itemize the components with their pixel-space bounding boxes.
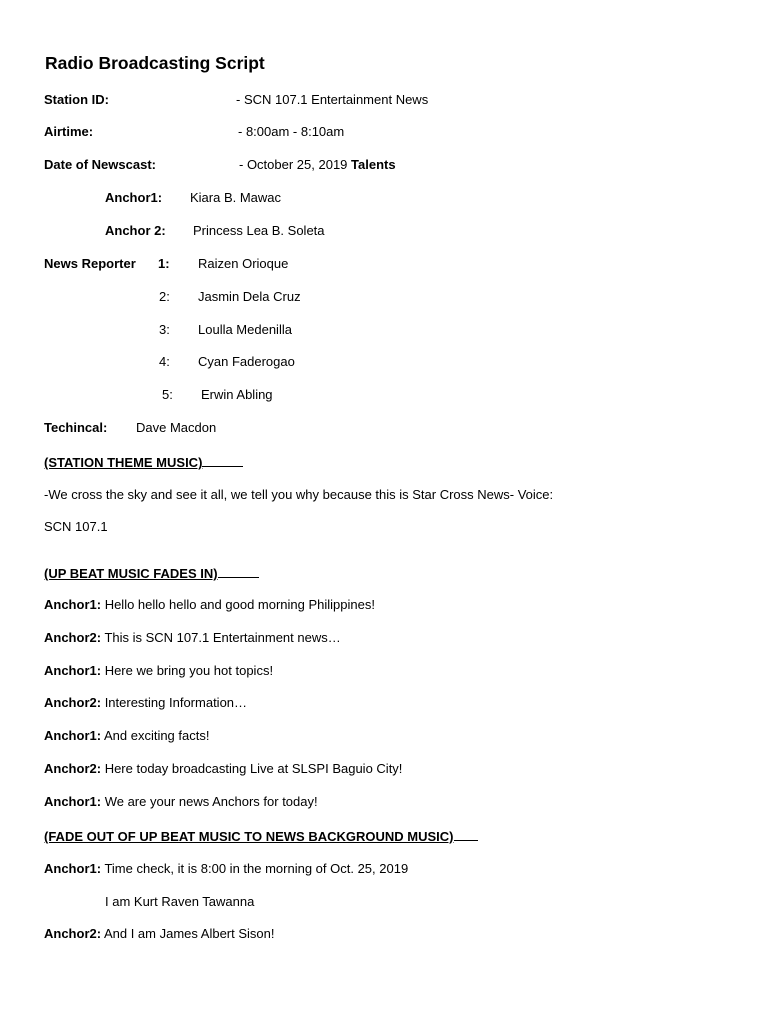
speaker-label: Anchor2: <box>44 761 102 776</box>
reporter-number: 5: <box>162 387 173 402</box>
anchor2-name: Princess Lea B. Soleta <box>193 223 325 238</box>
spoken-text: I am Kurt Raven Tawanna <box>105 894 255 909</box>
spoken-text: Here today broadcasting Live at SLSPI Baguio City! <box>104 761 403 776</box>
spoken-text: We are your news Anchors for today! <box>104 794 318 809</box>
anchor1-label: Anchor1: <box>105 190 163 205</box>
script-line <box>44 630 341 646</box>
script-line <box>44 926 275 942</box>
talents-label: Talents <box>351 157 396 172</box>
underline-filler <box>202 454 243 467</box>
script-line <box>44 761 402 777</box>
script-line <box>44 794 318 810</box>
spoken-text: This is SCN 107.1 Entertainment news… <box>104 630 341 645</box>
speaker-label: Anchor1: <box>44 663 102 678</box>
script-line <box>44 861 408 877</box>
reporter-number: 1: <box>158 256 170 271</box>
reporter-name: Erwin Abling <box>201 387 273 402</box>
reporter-number: 2: <box>159 289 170 304</box>
speaker-label: Anchor2: <box>44 926 102 941</box>
reporter-number: 3: <box>159 322 170 337</box>
reporter-name: Raizen Orioque <box>198 256 289 271</box>
script-line <box>44 728 209 744</box>
cue-text: (FADE OUT OF UP BEAT MUSIC TO NEWS BACKGROUND MUSIC) <box>44 829 454 844</box>
airtime-label: Airtime: <box>44 124 94 139</box>
spoken-text: And exciting facts! <box>103 728 210 743</box>
reporter-number: 4: <box>159 354 170 369</box>
spoken-text: Interesting Information… <box>104 695 248 710</box>
anchor1-name: Kiara B. Mawac <box>190 190 282 205</box>
intro-line: -We cross the sky and see it all, we tell you why because this is Star Cross News- Voice: <box>44 487 554 502</box>
airtime-value: - 8:00am - 8:10am <box>238 124 345 139</box>
station-id-value: - SCN 107.1 Entertainment News <box>236 92 429 107</box>
fade-out-cue <box>44 828 478 845</box>
script-line <box>44 597 375 613</box>
upbeat-music-cue <box>44 565 259 582</box>
cue-text: (UP BEAT MUSIC FADES IN) <box>44 566 218 581</box>
cue-text: (STATION THEME MUSIC) <box>44 455 203 470</box>
date-value: - October 25, 2019 <box>239 157 348 172</box>
document-title: Radio Broadcasting Script <box>45 53 265 73</box>
speaker-label: Anchor1: <box>44 597 102 612</box>
news-reporter-label: News Reporter <box>44 256 136 271</box>
script-line <box>105 894 254 910</box>
speaker-label: Anchor1: <box>44 861 102 876</box>
spoken-text: Time check, it is 8:00 in the morning of Oct. 25, 2019 <box>104 861 409 876</box>
script-line <box>44 695 247 711</box>
speaker-label: Anchor1: <box>44 728 102 743</box>
date-row <box>239 157 396 173</box>
technical-label: Techincal: <box>44 420 108 435</box>
spoken-text: Here we bring you hot topics! <box>104 663 274 678</box>
reporter-name: Cyan Faderogao <box>198 354 295 369</box>
reporter-name: Jasmin Dela Cruz <box>198 289 301 304</box>
underline-filler <box>454 828 478 841</box>
spoken-text: And I am James Albert Sison! <box>103 926 275 941</box>
script-line <box>44 663 273 679</box>
station-id-label: Station ID: <box>44 92 109 107</box>
spoken-text: Hello hello hello and good morning Philippines! <box>104 597 375 612</box>
date-label: Date of Newscast: <box>44 157 156 172</box>
reporter-name: Loulla Medenilla <box>198 322 292 337</box>
intro-line-2: SCN 107.1 <box>44 519 108 534</box>
anchor2-label: Anchor 2: <box>105 223 166 238</box>
underline-filler <box>218 565 259 578</box>
speaker-label: Anchor2: <box>44 630 102 645</box>
station-theme-cue <box>44 454 243 471</box>
speaker-label: Anchor1: <box>44 794 102 809</box>
speaker-label: Anchor2: <box>44 695 102 710</box>
technical-name: Dave Macdon <box>136 420 217 435</box>
